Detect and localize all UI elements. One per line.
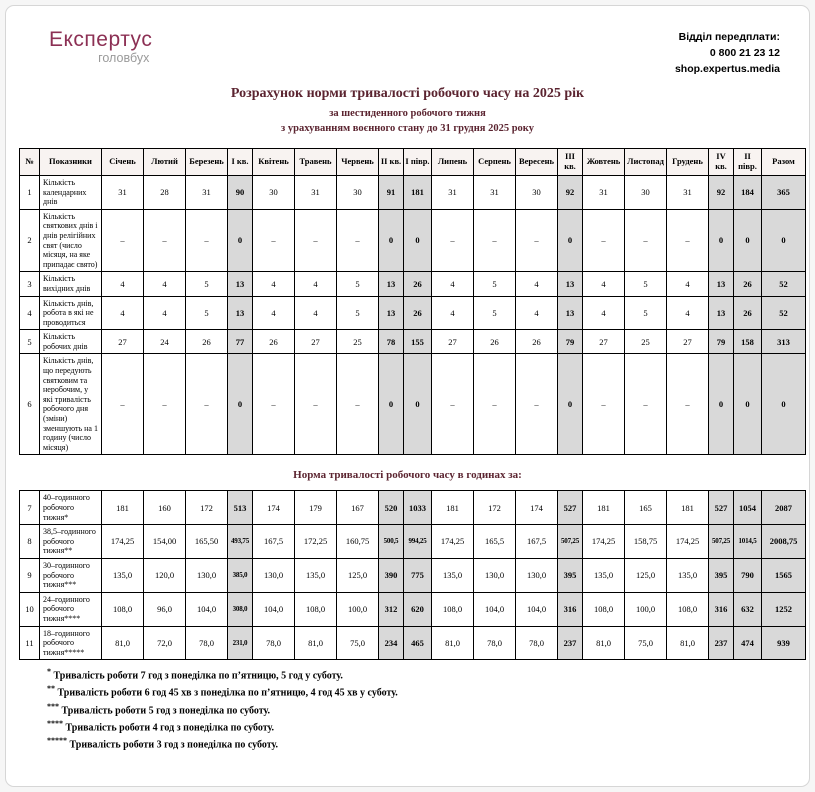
footnote-marker: ** bbox=[47, 684, 55, 694]
table-cell: 5 bbox=[186, 296, 228, 330]
row-label: 40–годинного робочого тижня* bbox=[40, 491, 102, 525]
table-cell: – bbox=[667, 209, 709, 272]
table-cell: 520 bbox=[379, 491, 404, 525]
table-cell: 155 bbox=[404, 330, 432, 354]
table-cell: 395 bbox=[709, 558, 734, 592]
table-cell: 0 bbox=[762, 209, 806, 272]
hours-section-title: Норма тривалості робочого часу в годинах за: bbox=[293, 469, 522, 482]
table-cell: 4 bbox=[516, 272, 558, 296]
document-subtitle-1: за шестиденного робочого тижня bbox=[329, 108, 486, 119]
table-cell: – bbox=[625, 354, 667, 455]
column-header: Разом bbox=[762, 149, 806, 176]
table-cell: 78,0 bbox=[474, 626, 516, 660]
column-header: II кв. bbox=[379, 149, 404, 176]
table-cell: 527 bbox=[558, 491, 583, 525]
table-cell: 465 bbox=[404, 626, 432, 660]
table-cell: 493,75 bbox=[228, 525, 253, 559]
table-cell: 184 bbox=[734, 175, 762, 209]
row-label: Кількість календарних днів bbox=[40, 175, 102, 209]
row-number: 5 bbox=[20, 330, 40, 354]
table-cell: 181 bbox=[667, 491, 709, 525]
table-cell: 174,25 bbox=[667, 525, 709, 559]
table-cell: 500,5 bbox=[379, 525, 404, 559]
table-cell: 158,75 bbox=[625, 525, 667, 559]
title-block bbox=[19, 86, 796, 136]
table-cell: 104,0 bbox=[253, 592, 295, 626]
row-number: 7 bbox=[20, 491, 40, 525]
page-header bbox=[19, 26, 796, 82]
row-label: 38,5–годинного робочого тижня** bbox=[40, 525, 102, 559]
footnote bbox=[47, 701, 796, 718]
table-cell: – bbox=[253, 354, 295, 455]
table-cell: 234 bbox=[379, 626, 404, 660]
table-cell: 26 bbox=[734, 272, 762, 296]
column-header: Травень bbox=[295, 149, 337, 176]
table-cell: 790 bbox=[734, 558, 762, 592]
table-cell: 30 bbox=[253, 175, 295, 209]
table-cell: 13 bbox=[379, 296, 404, 330]
table-cell: 27 bbox=[583, 330, 625, 354]
table-cell: 135,0 bbox=[667, 558, 709, 592]
table-cell: 172 bbox=[186, 491, 228, 525]
row-label: Кількість робочих днів bbox=[40, 330, 102, 354]
table-cell: 395 bbox=[558, 558, 583, 592]
table-cell: – bbox=[186, 209, 228, 272]
table-cell: 26 bbox=[516, 330, 558, 354]
table-cell: 135,0 bbox=[102, 558, 144, 592]
contact-block bbox=[675, 30, 780, 77]
table-cell: – bbox=[102, 209, 144, 272]
table-cell: 231,0 bbox=[228, 626, 253, 660]
table-cell: 108,0 bbox=[432, 592, 474, 626]
table-cell: 313 bbox=[762, 330, 806, 354]
table-row bbox=[20, 272, 806, 296]
table-cell: 13 bbox=[379, 272, 404, 296]
column-header: Грудень bbox=[667, 149, 709, 176]
table-cell: 78,0 bbox=[516, 626, 558, 660]
table-cell: 13 bbox=[709, 272, 734, 296]
column-header: Показники bbox=[40, 149, 102, 176]
column-header: Листопад bbox=[625, 149, 667, 176]
table-cell: 27 bbox=[667, 330, 709, 354]
table-cell: 4 bbox=[144, 272, 186, 296]
table-cell: 92 bbox=[709, 175, 734, 209]
row-label: Кількість вихідних днів bbox=[40, 272, 102, 296]
column-header: Червень bbox=[337, 149, 379, 176]
footnote-text: Тривалість роботи 3 год з понеділка по суботу. bbox=[67, 739, 279, 751]
table-cell: 5 bbox=[337, 296, 379, 330]
row-number: 2 bbox=[20, 209, 40, 272]
table-cell: 27 bbox=[102, 330, 144, 354]
footnotes bbox=[47, 666, 796, 752]
document-page bbox=[5, 5, 810, 787]
table-cell: 4 bbox=[516, 296, 558, 330]
table-cell: 1033 bbox=[404, 491, 432, 525]
footnote-marker: * bbox=[47, 667, 51, 677]
column-header: IV кв. bbox=[709, 149, 734, 176]
table-cell: – bbox=[583, 354, 625, 455]
table-cell: 0 bbox=[762, 354, 806, 455]
footnote bbox=[47, 666, 796, 683]
table-row bbox=[20, 209, 806, 272]
table-cell: 26 bbox=[734, 296, 762, 330]
table-cell: 390 bbox=[379, 558, 404, 592]
table-cell: – bbox=[516, 354, 558, 455]
table-cell: 5 bbox=[625, 296, 667, 330]
table-cell: 108,0 bbox=[102, 592, 144, 626]
table-cell: 31 bbox=[474, 175, 516, 209]
table-cell: 4 bbox=[102, 296, 144, 330]
table-cell: 26 bbox=[404, 272, 432, 296]
table-cell: 4 bbox=[432, 296, 474, 330]
table-cell: 316 bbox=[709, 592, 734, 626]
column-header: Вересень bbox=[516, 149, 558, 176]
table-cell: 72,0 bbox=[144, 626, 186, 660]
table-cell: 181 bbox=[102, 491, 144, 525]
table-cell: – bbox=[102, 354, 144, 455]
table-cell: 154,00 bbox=[144, 525, 186, 559]
table-cell: 174 bbox=[516, 491, 558, 525]
table-cell: 165,50 bbox=[186, 525, 228, 559]
table-cell: 13 bbox=[228, 272, 253, 296]
table-cell: 994,25 bbox=[404, 525, 432, 559]
table-cell: 27 bbox=[295, 330, 337, 354]
table-cell: 4 bbox=[432, 272, 474, 296]
document-title: Розрахунок норми тривалості робочого часу на 2025 рік bbox=[230, 86, 585, 101]
table-cell: 30 bbox=[337, 175, 379, 209]
table-row bbox=[20, 491, 806, 525]
table-cell: 507,25 bbox=[709, 525, 734, 559]
table-row bbox=[20, 330, 806, 354]
contact-site: shop.expertus.media bbox=[674, 62, 780, 75]
table-cell: 4 bbox=[583, 272, 625, 296]
table-cell: 31 bbox=[295, 175, 337, 209]
row-number: 11 bbox=[20, 626, 40, 660]
table-cell: 31 bbox=[432, 175, 474, 209]
table-cell: 81,0 bbox=[295, 626, 337, 660]
table-cell: – bbox=[667, 354, 709, 455]
table-cell: – bbox=[295, 209, 337, 272]
table-cell: 0 bbox=[709, 354, 734, 455]
table-cell: 174,25 bbox=[432, 525, 474, 559]
table-cell: 160,75 bbox=[337, 525, 379, 559]
table-cell: 104,0 bbox=[516, 592, 558, 626]
table-cell: – bbox=[583, 209, 625, 272]
table-cell: 172 bbox=[474, 491, 516, 525]
table-cell: 130,0 bbox=[253, 558, 295, 592]
row-number: 4 bbox=[20, 296, 40, 330]
footnote-text: Тривалість роботи 7 год з понеділка по п’ятницю, 5 год у суботу. bbox=[51, 670, 343, 682]
table-cell: 81,0 bbox=[432, 626, 474, 660]
table-cell: 385,0 bbox=[228, 558, 253, 592]
table-cell: 90 bbox=[228, 175, 253, 209]
table-cell: 167 bbox=[337, 491, 379, 525]
footnote-marker: **** bbox=[47, 718, 63, 728]
row-number: 1 bbox=[20, 175, 40, 209]
table-cell: 135,0 bbox=[583, 558, 625, 592]
table-cell: 104,0 bbox=[186, 592, 228, 626]
footnote-text: Тривалість роботи 6 год 45 хв з понеділка по п’ятницю, 4 год 45 хв у суботу. bbox=[55, 687, 398, 699]
contact-phone: 0 800 21 23 12 bbox=[709, 46, 780, 59]
row-number: 8 bbox=[20, 525, 40, 559]
column-header: Жовтень bbox=[583, 149, 625, 176]
column-header: Серпень bbox=[474, 149, 516, 176]
table-cell: 4 bbox=[667, 272, 709, 296]
table-cell: 75,0 bbox=[625, 626, 667, 660]
footnote-text: Тривалість роботи 4 год з понеділка по суботу. bbox=[63, 722, 275, 734]
table-row bbox=[20, 626, 806, 660]
table-cell: 78,0 bbox=[186, 626, 228, 660]
table-cell: 91 bbox=[379, 175, 404, 209]
table-cell: 120,0 bbox=[144, 558, 186, 592]
table-cell: 4 bbox=[295, 296, 337, 330]
table-cell: 78 bbox=[379, 330, 404, 354]
table-cell: 632 bbox=[734, 592, 762, 626]
table-cell: 2087 bbox=[762, 491, 806, 525]
table-cell: 5 bbox=[337, 272, 379, 296]
table-cell: 1565 bbox=[762, 558, 806, 592]
table-cell: 1252 bbox=[762, 592, 806, 626]
row-number: 10 bbox=[20, 592, 40, 626]
brand-subname: головбух bbox=[98, 51, 150, 65]
column-header: Липень bbox=[432, 149, 474, 176]
table-cell: 130,0 bbox=[474, 558, 516, 592]
table-cell: 77 bbox=[228, 330, 253, 354]
table-cell: 52 bbox=[762, 296, 806, 330]
table-cell: 135,0 bbox=[295, 558, 337, 592]
table-cell: 172,25 bbox=[295, 525, 337, 559]
table-cell: 527 bbox=[709, 491, 734, 525]
table-cell: – bbox=[144, 354, 186, 455]
table-cell: – bbox=[295, 354, 337, 455]
table-cell: 308,0 bbox=[228, 592, 253, 626]
table-cell: 92 bbox=[558, 175, 583, 209]
table-cell: 165,5 bbox=[474, 525, 516, 559]
table-cell: 5 bbox=[186, 272, 228, 296]
table-cell: 620 bbox=[404, 592, 432, 626]
table-cell: 27 bbox=[432, 330, 474, 354]
footnote-marker: *** bbox=[47, 701, 59, 711]
row-label: 30–годинного робочого тижня*** bbox=[40, 558, 102, 592]
table-cell: 474 bbox=[734, 626, 762, 660]
table-cell: – bbox=[432, 209, 474, 272]
calendar-days-table bbox=[19, 148, 806, 455]
table-cell: 4 bbox=[253, 296, 295, 330]
table-cell: 4 bbox=[144, 296, 186, 330]
table-cell: 125,0 bbox=[625, 558, 667, 592]
table-cell: 0 bbox=[228, 209, 253, 272]
column-header: Квітень bbox=[253, 149, 295, 176]
table-cell: – bbox=[474, 354, 516, 455]
contact-label: Відділ передплати: bbox=[678, 31, 780, 43]
table-cell: – bbox=[337, 354, 379, 455]
row-label: 18–годинного робочого тижня***** bbox=[40, 626, 102, 660]
row-label: Кількість днів, що передують святковим та неробочим, у які тривалість робочого дня (зміни) зменшують на 1 годину (число місяця) bbox=[40, 354, 102, 455]
table-cell: 4 bbox=[667, 296, 709, 330]
table-row bbox=[20, 558, 806, 592]
table-cell: 167,5 bbox=[516, 525, 558, 559]
table-cell: 26 bbox=[253, 330, 295, 354]
table-cell: – bbox=[144, 209, 186, 272]
table-cell: – bbox=[432, 354, 474, 455]
table-cell: 13 bbox=[558, 272, 583, 296]
table-cell: 130,0 bbox=[186, 558, 228, 592]
table-cell: 13 bbox=[709, 296, 734, 330]
table-cell: 79 bbox=[709, 330, 734, 354]
table-cell: 30 bbox=[516, 175, 558, 209]
column-header: I півр. bbox=[404, 149, 432, 176]
table-cell: 237 bbox=[709, 626, 734, 660]
table-cell: 125,0 bbox=[337, 558, 379, 592]
table-cell: 513 bbox=[228, 491, 253, 525]
row-number: 9 bbox=[20, 558, 40, 592]
table-cell: 25 bbox=[337, 330, 379, 354]
table-cell: 939 bbox=[762, 626, 806, 660]
table-cell: – bbox=[474, 209, 516, 272]
table-cell: 316 bbox=[558, 592, 583, 626]
table-cell: 237 bbox=[558, 626, 583, 660]
row-number: 6 bbox=[20, 354, 40, 455]
row-label: Кількість святкових днів і днів релігійних свят (число місяця, на яке припадає свято) bbox=[40, 209, 102, 272]
table-cell: 81,0 bbox=[583, 626, 625, 660]
column-header: № bbox=[20, 149, 40, 176]
table-cell: 174,25 bbox=[583, 525, 625, 559]
table-cell: 31 bbox=[186, 175, 228, 209]
table-cell: – bbox=[186, 354, 228, 455]
column-header: II півр. bbox=[734, 149, 762, 176]
table-row bbox=[20, 175, 806, 209]
table-cell: 13 bbox=[228, 296, 253, 330]
footnote-text: Тривалість роботи 5 год з понеділка по суботу. bbox=[59, 704, 271, 716]
table-cell: 108,0 bbox=[667, 592, 709, 626]
table-cell: 52 bbox=[762, 272, 806, 296]
table-cell: 26 bbox=[186, 330, 228, 354]
table-cell: 5 bbox=[625, 272, 667, 296]
table-cell: 0 bbox=[228, 354, 253, 455]
document-subtitle-2: з урахуванням воєнного стану до 31 грудня 2025 року bbox=[281, 123, 534, 135]
table-cell: 312 bbox=[379, 592, 404, 626]
table-cell: 135,0 bbox=[432, 558, 474, 592]
table-row bbox=[20, 525, 806, 559]
table-row bbox=[20, 354, 806, 455]
table-cell: 0 bbox=[558, 354, 583, 455]
table-cell: 13 bbox=[558, 296, 583, 330]
table-cell: 0 bbox=[404, 354, 432, 455]
column-header: Січень bbox=[102, 149, 144, 176]
table-cell: 75,0 bbox=[337, 626, 379, 660]
table-cell: 25 bbox=[625, 330, 667, 354]
table-cell: 31 bbox=[102, 175, 144, 209]
table-cell: 0 bbox=[379, 354, 404, 455]
table-cell: 775 bbox=[404, 558, 432, 592]
table-cell: 4 bbox=[102, 272, 144, 296]
table-cell: – bbox=[337, 209, 379, 272]
table-cell: 5 bbox=[474, 296, 516, 330]
table-cell: 108,0 bbox=[583, 592, 625, 626]
working-hours-table bbox=[19, 490, 806, 660]
table-cell: 1054 bbox=[734, 491, 762, 525]
table-cell: 4 bbox=[253, 272, 295, 296]
table-cell: 81,0 bbox=[667, 626, 709, 660]
table-cell: – bbox=[253, 209, 295, 272]
table-cell: 108,0 bbox=[295, 592, 337, 626]
table-cell: 1014,5 bbox=[734, 525, 762, 559]
table-cell: 0 bbox=[379, 209, 404, 272]
table-cell: 174,25 bbox=[102, 525, 144, 559]
table-cell: 179 bbox=[295, 491, 337, 525]
row-label: 24–годинного робочого тижня**** bbox=[40, 592, 102, 626]
brand-name: Експертус bbox=[49, 28, 153, 51]
table-cell: 24 bbox=[144, 330, 186, 354]
table-cell: 4 bbox=[295, 272, 337, 296]
table-cell: 79 bbox=[558, 330, 583, 354]
footnote bbox=[47, 735, 796, 752]
row-number: 3 bbox=[20, 272, 40, 296]
table-row bbox=[20, 296, 806, 330]
table-cell: 4 bbox=[583, 296, 625, 330]
table-cell: 167,5 bbox=[253, 525, 295, 559]
table-cell: 104,0 bbox=[474, 592, 516, 626]
table-cell: 0 bbox=[734, 354, 762, 455]
table-cell: 26 bbox=[404, 296, 432, 330]
table-cell: 100,0 bbox=[337, 592, 379, 626]
footnote bbox=[47, 683, 796, 700]
table-cell: 2008,75 bbox=[762, 525, 806, 559]
table-cell: 0 bbox=[404, 209, 432, 272]
table-cell: 181 bbox=[432, 491, 474, 525]
header-row bbox=[20, 149, 806, 176]
table-cell: 5 bbox=[474, 272, 516, 296]
column-header: Лютий bbox=[144, 149, 186, 176]
row-label: Кількість днів, робота в які не проводиться bbox=[40, 296, 102, 330]
table-cell: 78,0 bbox=[253, 626, 295, 660]
table-cell: 28 bbox=[144, 175, 186, 209]
table-cell: 0 bbox=[558, 209, 583, 272]
table-cell: 365 bbox=[762, 175, 806, 209]
table-cell: 165 bbox=[625, 491, 667, 525]
column-header: III кв. bbox=[558, 149, 583, 176]
footnote-marker: ***** bbox=[47, 735, 67, 745]
table-cell: 30 bbox=[625, 175, 667, 209]
table-cell: – bbox=[516, 209, 558, 272]
table-cell: 31 bbox=[583, 175, 625, 209]
table-cell: 181 bbox=[583, 491, 625, 525]
table-cell: 0 bbox=[734, 209, 762, 272]
table-cell: 130,0 bbox=[516, 558, 558, 592]
table-cell: 81,0 bbox=[102, 626, 144, 660]
table-cell: 26 bbox=[474, 330, 516, 354]
table-cell: 100,0 bbox=[625, 592, 667, 626]
table-row bbox=[20, 592, 806, 626]
column-header: I кв. bbox=[228, 149, 253, 176]
table-cell: 181 bbox=[404, 175, 432, 209]
brand-logo bbox=[49, 28, 152, 65]
table-cell: 158 bbox=[734, 330, 762, 354]
column-header: Березень bbox=[186, 149, 228, 176]
table-cell: 0 bbox=[709, 209, 734, 272]
table-cell: 96,0 bbox=[144, 592, 186, 626]
table-cell: – bbox=[625, 209, 667, 272]
table-cell: 174 bbox=[253, 491, 295, 525]
table-cell: 31 bbox=[667, 175, 709, 209]
footnote bbox=[47, 718, 796, 735]
table-cell: 160 bbox=[144, 491, 186, 525]
table-cell: 507,25 bbox=[558, 525, 583, 559]
